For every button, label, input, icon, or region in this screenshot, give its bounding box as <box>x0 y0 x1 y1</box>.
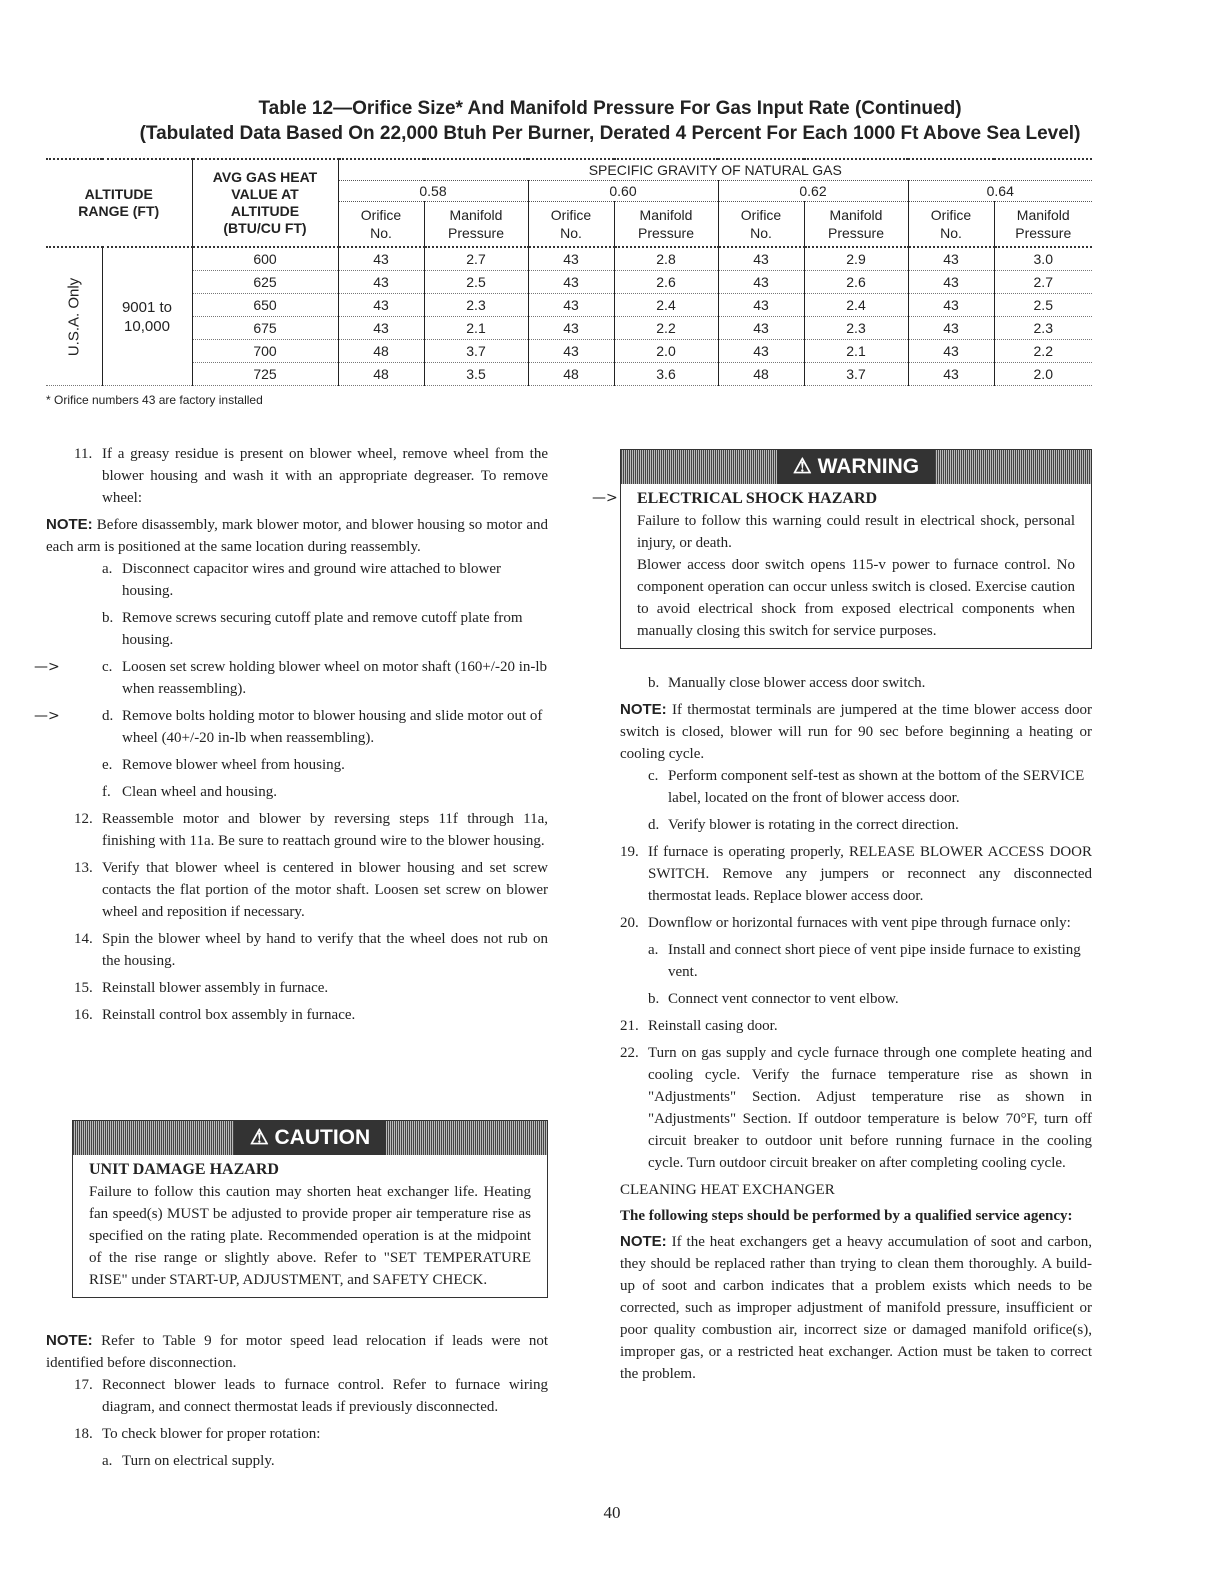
table-cell: 2.3 <box>994 317 1092 340</box>
table-cell: 2.0 <box>614 340 718 363</box>
table-cell: 3.5 <box>424 363 528 386</box>
table-cell: 43 <box>908 247 994 271</box>
region-cell <box>46 247 102 386</box>
table-cell: 2.4 <box>804 294 908 317</box>
note: NOTE: If the heat exchangers get a heavy accumulation of soot and carbon, they should be replaced rather than trying to clean them thoroughly. A build-up of soot and carbon indicates that a problem exists which needs to be corrected, such as improper adjustment of manifold pressure, insufficient or poor quality combustion air, incorrect size or damaged manifold orifice(s), improper gas, or a restricted heat exchanger. Action must be taken to correct the problem. <box>620 1233 1092 1382</box>
gravity-0-62: 0.62 <box>718 181 908 202</box>
list-item: —> c. Loosen set screw holding blower wheel on motor shaft (160+/-20 in-lb when reassembling). <box>46 656 548 700</box>
table-row <box>46 294 1092 317</box>
change-arrow-icon: —> <box>34 708 60 724</box>
warning-heading: ELECTRICAL SHOCK HAZARD <box>637 490 878 507</box>
table-cell: 48 <box>338 363 424 386</box>
altitude-header: ALTITUDE RANGE (FT) <box>46 159 192 247</box>
change-arrow-icon: —> <box>34 659 60 675</box>
table-cell: 3.7 <box>804 363 908 386</box>
table-cell: 2.5 <box>424 271 528 294</box>
table-cell: 3.7 <box>424 340 528 363</box>
orifice-no-header: Orifice No. <box>718 202 804 248</box>
table-row <box>46 340 1092 363</box>
list-item: a. Disconnect capacitor wires and ground wire attached to blower housing. <box>102 561 502 599</box>
warning-text-2: Blower access door switch opens 115-v power to furnace control. No component operation can occur unless switch is closed. Exercise caution to avoid electrical shock from exposed electrical components when manually closing this switch for service purposes. <box>637 557 1075 639</box>
specific-gravity-header: SPECIFIC GRAVITY OF NATURAL GAS <box>338 159 1092 181</box>
section-heading: CLEANING HEAT EXCHANGER <box>620 1182 835 1198</box>
table-cell: 48 <box>528 363 614 386</box>
table-cell: 43 <box>908 340 994 363</box>
warning-banner: ⚠ WARNING <box>621 450 1091 484</box>
heat-value: 675 <box>192 317 338 340</box>
heat-value: 700 <box>192 340 338 363</box>
table-cell: 43 <box>908 363 994 386</box>
caution-heading: UNIT DAMAGE HAZARD <box>89 1161 279 1178</box>
manifold-pressure-header: Manifold Pressure <box>994 202 1092 248</box>
list-item: a. Turn on electrical supply. <box>102 1453 275 1469</box>
orifice-no-header: Orifice No. <box>528 202 614 248</box>
table-cell: 2.4 <box>614 294 718 317</box>
caution-text: Failure to follow this caution may shorten heat exchanger life. Heating fan speed(s) MUST be adjusted to provide proper air temperature rise as specified on the rating plate. Recommended operation is at the midpoint of the rise range or slightly above. Refer to "SET TEMPERATURE RISE" under START-UP, ADJUSTMENT, and SAFETY CHECK. <box>89 1184 531 1288</box>
list-item: 20. Downflow or horizontal furnaces with vent pipe through furnace only: <box>620 915 1071 931</box>
table-cell: 43 <box>338 317 424 340</box>
table-cell: 2.5 <box>994 294 1092 317</box>
warning-box <box>620 449 1092 649</box>
table-cell: 2.7 <box>994 271 1092 294</box>
table-cell: 2.0 <box>994 363 1092 386</box>
list-item: c. Perform component self-test as shown at the bottom of the SERVICE label, located on the front of blower access door. <box>648 768 1085 806</box>
orifice-pressure-table <box>46 158 1092 386</box>
table-footnote: * Orifice numbers 43 are factory installed <box>46 393 263 407</box>
table-cell: 43 <box>908 317 994 340</box>
table-cell: 43 <box>528 340 614 363</box>
gravity-0-60: 0.60 <box>528 181 718 202</box>
caution-banner: ⚠ CAUTION <box>73 1121 547 1155</box>
table-row <box>46 247 1092 271</box>
gravity-0-64: 0.64 <box>908 181 1092 202</box>
table-cell: 2.1 <box>804 340 908 363</box>
table-row <box>46 363 1092 386</box>
table-cell: 43 <box>338 271 424 294</box>
list-item: d. Verify blower is rotating in the correct direction. <box>648 817 959 833</box>
heat-value-header: AVG GAS HEAT VALUE AT ALTITUDE (BTU/CU FT) <box>192 159 338 247</box>
table-cell: 43 <box>528 317 614 340</box>
change-arrow-icon: —> <box>592 490 618 506</box>
list-item: a. Install and connect short piece of vent pipe inside furnace to existing vent. <box>648 942 1081 980</box>
list-item: 14. Spin the blower wheel by hand to verify that the wheel does not rub on the housing. <box>74 931 548 969</box>
left-column-lower <box>46 1330 548 1477</box>
note: NOTE: Refer to Table 9 for motor speed lead relocation if leads were not identified before disconnection. <box>46 1332 549 1371</box>
note: NOTE: If thermostat terminals are jumpered at the time blower access door switch is closed, blower will run for 90 sec before beginning a heating or cooling cycle. <box>620 701 1092 762</box>
table-cell: 43 <box>718 340 804 363</box>
table-cell: 2.2 <box>994 340 1092 363</box>
table-cell: 2.6 <box>804 271 908 294</box>
gravity-0-58: 0.58 <box>338 181 528 202</box>
table-cell: 2.6 <box>614 271 718 294</box>
table-cell: 43 <box>338 294 424 317</box>
table-title <box>40 96 1180 146</box>
list-item: —> d. Remove bolts holding motor to blower housing and slide motor out of wheel (40+/-20 in-lb when reassembling). <box>46 705 548 749</box>
table-cell: 2.9 <box>804 247 908 271</box>
list-item: 22. Turn on gas supply and cycle furnace through one complete heating and cooling cycle. Verify the furnace temperature rise as shown in "Adjustments" Section. Adjust temperature rise as shown in "Adjustments" Section. If outdoor temperature is below 70°F, turn off circuit breaker to outdoor unit before running furnace in the cooling cycle. Turn outdoor circuit breaker on after completing cooling cycle. <box>620 1045 1092 1171</box>
list-item: 18. To check blower for proper rotation: <box>74 1426 321 1442</box>
table-cell: 43 <box>528 247 614 271</box>
list-item: 15. Reinstall blower assembly in furnace. <box>74 980 329 996</box>
list-item: f. Clean wheel and housing. <box>102 784 277 800</box>
manifold-pressure-header: Manifold Pressure <box>424 202 528 248</box>
heat-value: 625 <box>192 271 338 294</box>
table-cell: 2.1 <box>424 317 528 340</box>
table-cell: 43 <box>338 247 424 271</box>
table-cell: 2.3 <box>424 294 528 317</box>
warning-body <box>621 484 1091 648</box>
page-number: 40 <box>603 1503 621 1522</box>
table-row <box>46 317 1092 340</box>
manifold-pressure-header: Manifold Pressure <box>804 202 908 248</box>
manifold-pressure-header: Manifold Pressure <box>614 202 718 248</box>
table-cell: 2.2 <box>614 317 718 340</box>
heat-value: 650 <box>192 294 338 317</box>
table-row <box>46 271 1092 294</box>
list-item: b. Remove screws securing cutoff plate and remove cutoff plate from housing. <box>102 610 523 648</box>
table-cell: 43 <box>528 294 614 317</box>
list-item: 17. Reconnect blower leads to furnace control. Refer to furnace wiring diagram, and connect thermostat leads if previously disconnected. <box>74 1377 548 1415</box>
table-cell: 43 <box>908 294 994 317</box>
right-column <box>620 672 1092 1385</box>
list-item: 16. Reinstall control box assembly in furnace. <box>74 1007 356 1023</box>
warning-text-1: Failure to follow this warning could result in electrical shock, personal injury, or death. <box>637 513 1075 551</box>
title-line-2: (Tabulated Data Based On 22,000 Btuh Per Burner, Derated 4 Percent For Each 1000 Ft Above Sea Level) <box>139 123 1081 144</box>
table-cell: 3.0 <box>994 247 1092 271</box>
table-cell: 48 <box>338 340 424 363</box>
table-cell: 43 <box>528 271 614 294</box>
list-item: b. Connect vent connector to vent elbow. <box>648 991 899 1007</box>
left-column-upper <box>34 443 548 1031</box>
table-cell: 3.6 <box>614 363 718 386</box>
table-cell: 2.3 <box>804 317 908 340</box>
orifice-no-header: Orifice No. <box>338 202 424 248</box>
list-item: 13. Verify that blower wheel is centered in blower housing and set screw contacts the flat portion of the motor shaft. Loosen set screw on blower wheel and reposition if necessary. <box>74 860 548 920</box>
heat-value: 725 <box>192 363 338 386</box>
list-item: 19. If furnace is operating properly, RELEASE BLOWER ACCESS DOOR SWITCH. Remove any jumpers or reconnect any disconnected thermostat leads. Replace blower access door. <box>620 844 1092 904</box>
altitude-range-cell: 9001 to 10,000 <box>102 247 192 386</box>
list-item: b. Manually close blower access door switch. <box>648 675 926 691</box>
table-cell: 48 <box>718 363 804 386</box>
caution-body <box>73 1155 547 1297</box>
note: NOTE: Before disassembly, mark blower motor, and blower housing so motor and each arm is positioned at the same location during reassembly. <box>46 516 548 555</box>
heat-value: 600 <box>192 247 338 271</box>
bold-paragraph: The following steps should be performed by a qualified service agency: <box>620 1208 1073 1224</box>
list-item: 21. Reinstall casing door. <box>620 1018 778 1034</box>
table-cell: 2.7 <box>424 247 528 271</box>
orifice-no-header: Orifice No. <box>908 202 994 248</box>
title-line-1: Table 12—Orifice Size* And Manifold Pressure For Gas Input Rate (Continued) <box>258 98 962 119</box>
caution-box <box>72 1120 548 1298</box>
table-cell: 2.8 <box>614 247 718 271</box>
list-item: 11. If a greasy residue is present on blower wheel, remove wheel from the blower housing and wash it with an appropriate degreaser. To remove wheel: <box>74 446 548 506</box>
region-label: U.S.A. Only <box>65 277 83 356</box>
table-cell: 43 <box>718 271 804 294</box>
table-cell: 43 <box>718 247 804 271</box>
table-cell: 43 <box>908 271 994 294</box>
table-cell: 43 <box>718 317 804 340</box>
table-cell: 43 <box>718 294 804 317</box>
list-item: 12. Reassemble motor and blower by reversing steps 11f through 11a, finishing with 11a. Be sure to reattach ground wire to the blower housing. <box>74 811 548 849</box>
list-item: e. Remove blower wheel from housing. <box>102 757 345 773</box>
